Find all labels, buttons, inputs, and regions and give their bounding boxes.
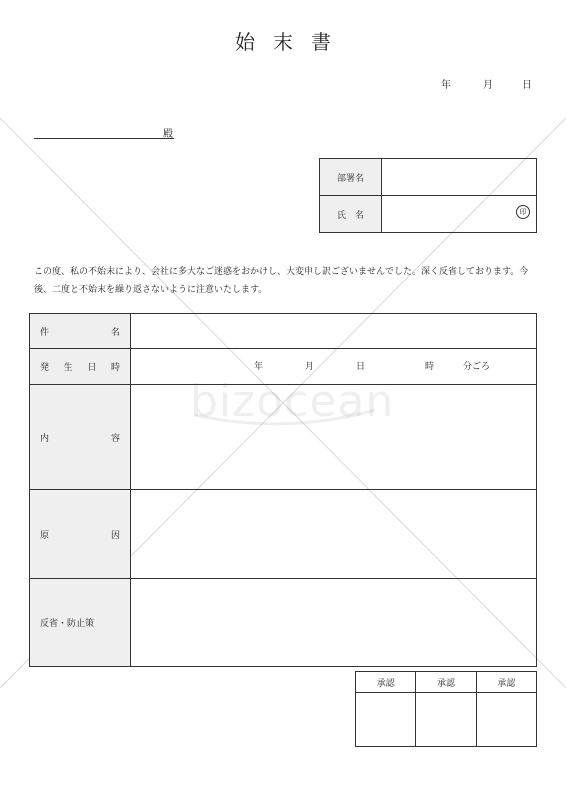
date-year: 年 xyxy=(441,80,451,91)
name-label: 氏 名 xyxy=(320,196,382,233)
cause-field[interactable] xyxy=(131,490,537,579)
content-label: 内 容 xyxy=(30,385,131,490)
department-field[interactable] xyxy=(382,159,537,196)
dt-minute: 分ごろ xyxy=(463,362,491,372)
dt-day: 日 xyxy=(356,362,366,372)
prevention-label: 反省・防止策 xyxy=(30,579,131,667)
approval-box-1[interactable] xyxy=(356,693,416,747)
date-day: 日 xyxy=(522,80,532,91)
cause-label: 原 因 xyxy=(30,490,131,579)
incident-table xyxy=(29,313,537,667)
datetime-field[interactable] xyxy=(131,349,537,385)
addressee-suffix: 殿 xyxy=(163,129,173,140)
dt-year: 年 xyxy=(254,362,264,372)
submitter-info-table xyxy=(319,158,537,233)
department-label: 部署名 xyxy=(320,159,382,196)
document-title: 始末書 xyxy=(235,30,349,54)
approval-table xyxy=(355,671,537,747)
dt-month: 月 xyxy=(305,362,315,372)
content-field[interactable] xyxy=(131,385,537,490)
approval-box-3[interactable] xyxy=(476,693,536,747)
prevention-field[interactable] xyxy=(131,579,537,667)
name-field[interactable] xyxy=(382,196,537,233)
datetime-label: 発 生 日 時 xyxy=(30,349,131,385)
dt-hour: 時 xyxy=(425,362,435,372)
case-label: 件 名 xyxy=(30,314,131,349)
approval-header-1: 承認 xyxy=(356,672,416,693)
case-field[interactable] xyxy=(131,314,537,349)
apology-text: この度、私の不始末により、会社に多大なご迷惑をおかけし、大変申し訳ございませんでした。深く反省しております。今後、二度と不始末を繰り返さないように注意いたします。 xyxy=(34,267,529,295)
date-month: 月 xyxy=(483,80,493,91)
approval-box-2[interactable] xyxy=(416,693,476,747)
approval-header-2: 承認 xyxy=(416,672,476,693)
watermark-logo: bizocean xyxy=(190,376,395,427)
addressee-line[interactable] xyxy=(34,138,174,139)
seal-icon: 印 xyxy=(516,205,530,219)
approval-header-3: 承認 xyxy=(476,672,536,693)
